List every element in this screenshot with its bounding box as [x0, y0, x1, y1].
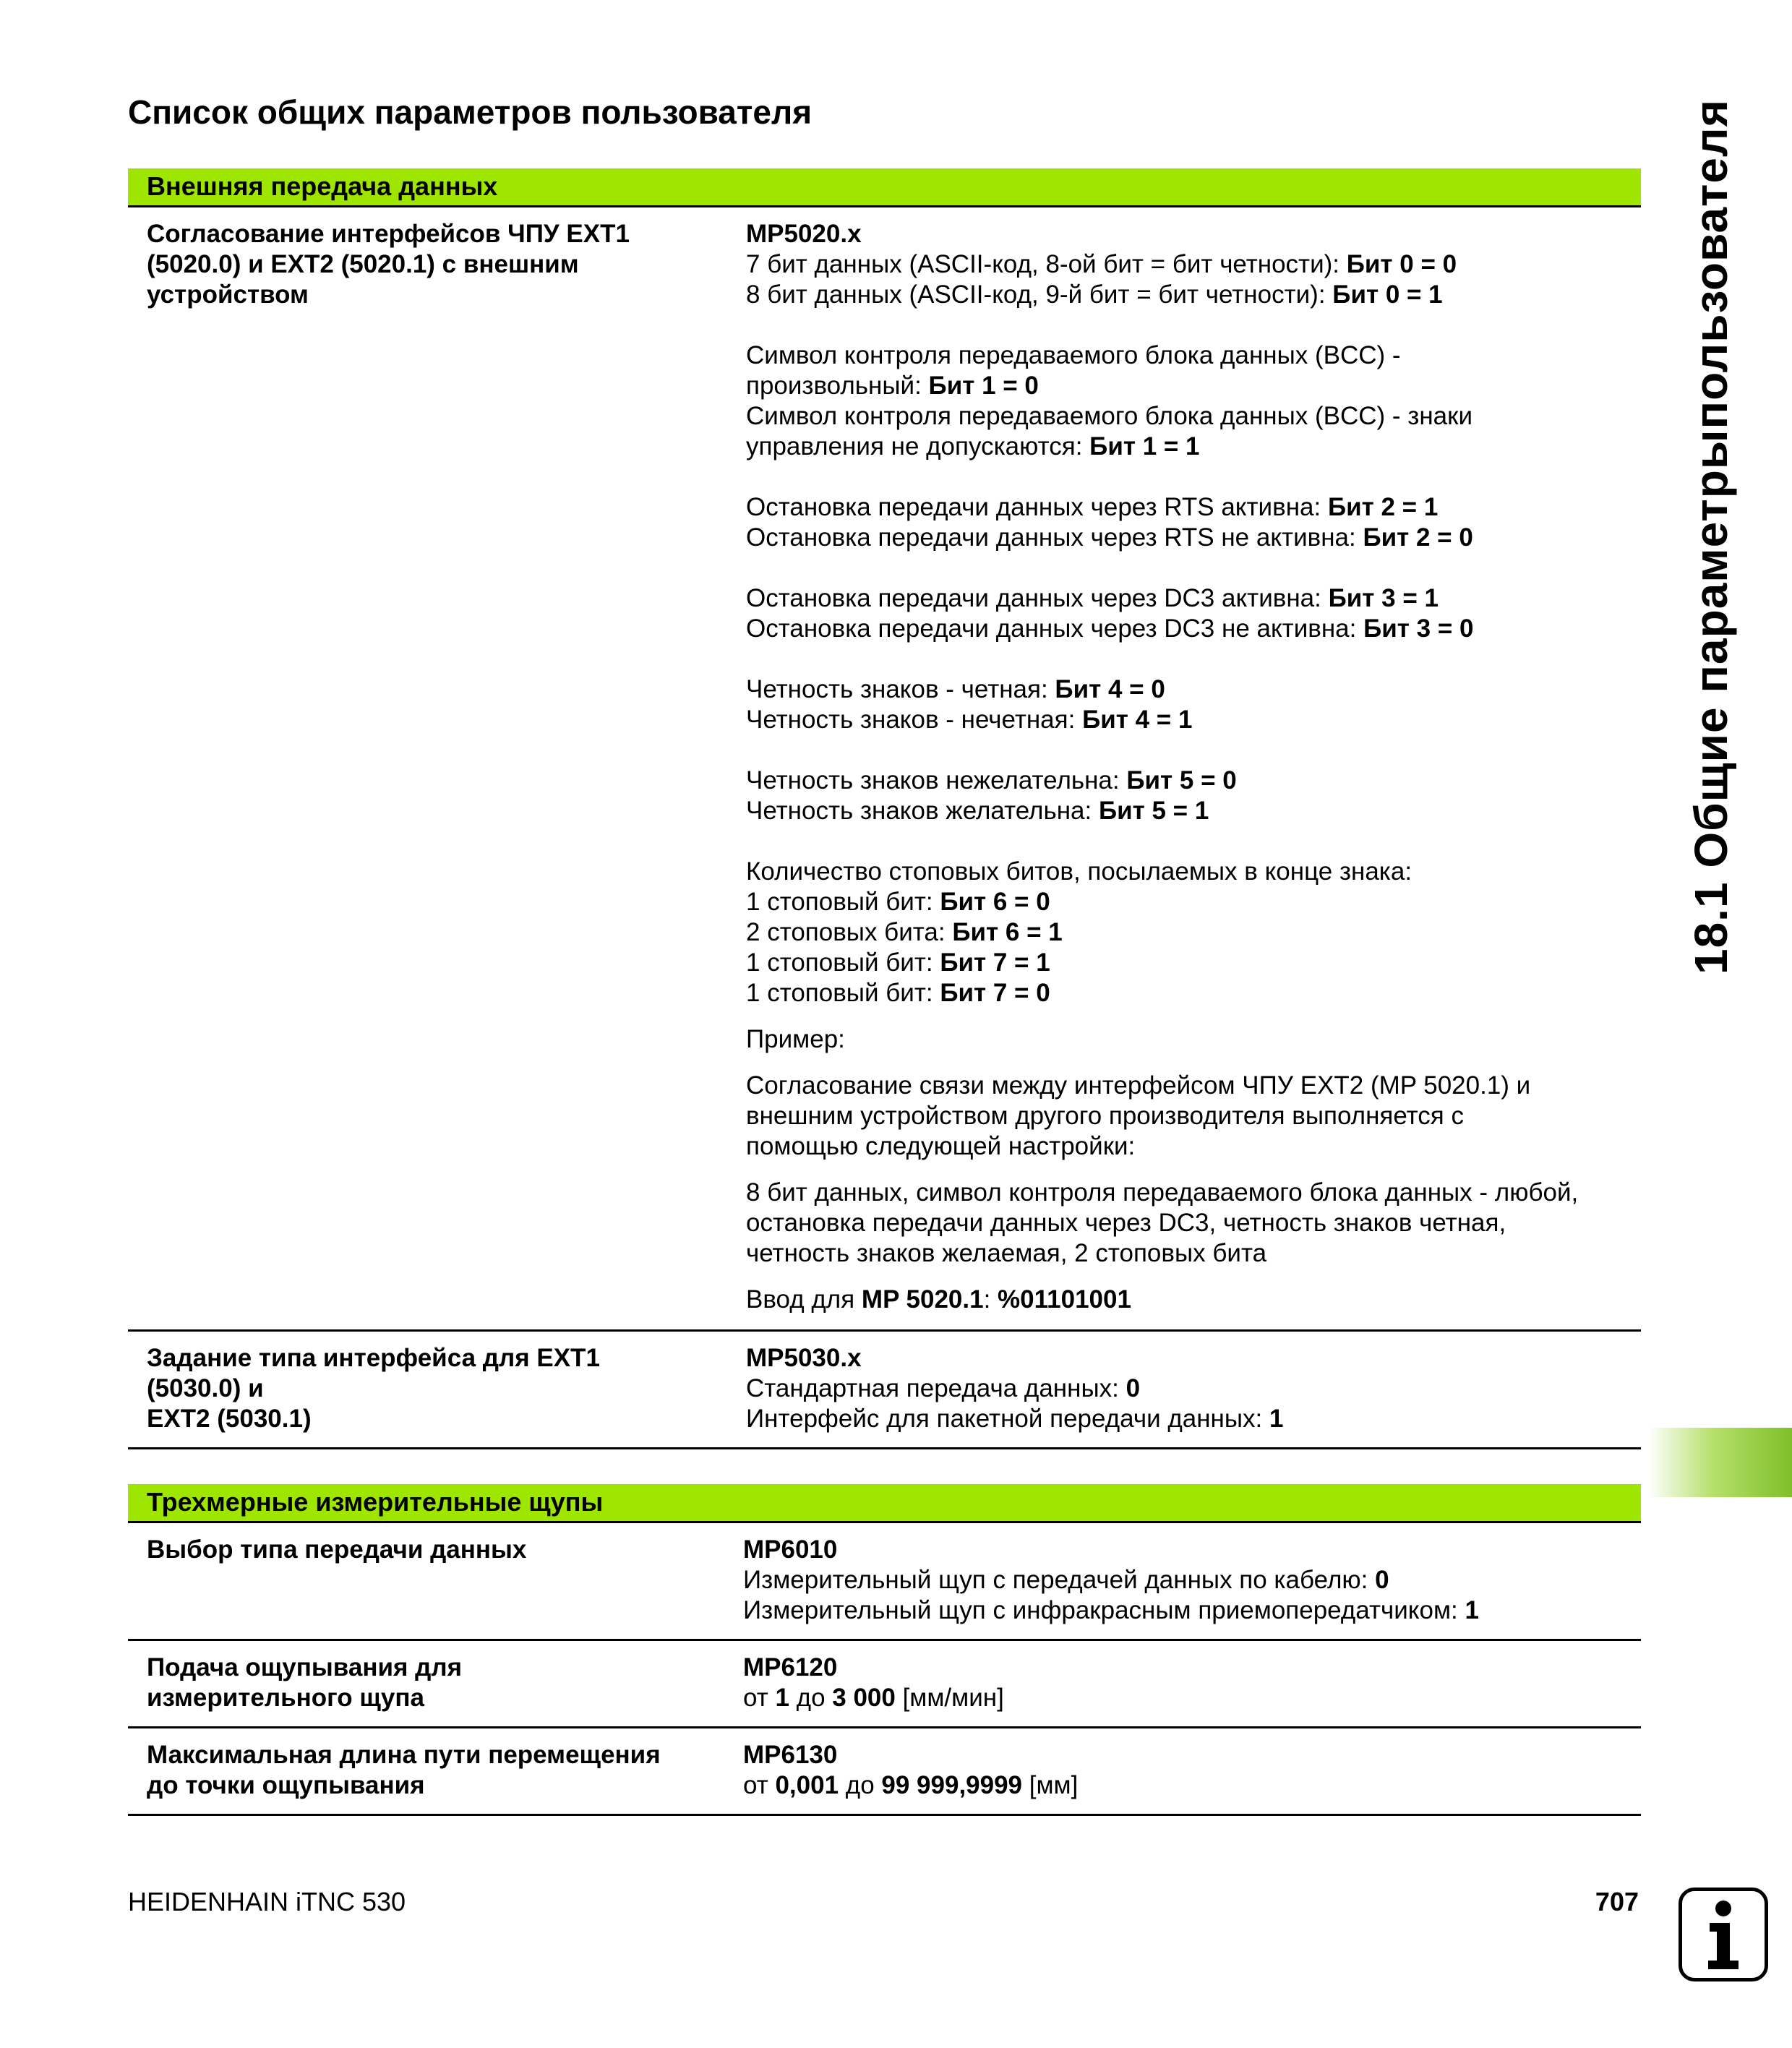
option-line: Интерфейс для пакетной передачи данных: 1: [746, 1405, 1284, 1433]
label-line: Согласование интерфейсов ЧПУ EXT1: [147, 220, 630, 248]
option-line: 2 стоповых бита: Бит 6 = 1: [746, 918, 1063, 946]
param-description: [743, 1535, 1632, 1626]
param-row-mp6010: [128, 1523, 1641, 1641]
chapter-tab-title: 18.1 Общие параметрыпользователя: [1685, 99, 1737, 974]
label-line: (5030.0) и: [147, 1374, 264, 1402]
section-header: Трехмерные измерительные щупы: [128, 1484, 1641, 1523]
param-description: [746, 219, 1635, 1315]
option-line: Символ контроля передаваемого блока данных (BCC) -: [746, 341, 1401, 369]
section-3d-touch-probes: [128, 1484, 1641, 1816]
option-line: Четность знаков нежелательна: Бит 5 = 0: [746, 766, 1237, 794]
label-line: Подача ощупывания для: [147, 1653, 462, 1681]
option-line: Остановка передачи данных через DC3 активна: Бит 3 = 1: [746, 584, 1439, 612]
example-text-line: внешним устройством другого производителя выполняется с: [746, 1102, 1464, 1130]
param-id: MP6130: [743, 1741, 838, 1769]
label-line: Задание типа интерфейса для EXT1: [147, 1344, 600, 1372]
param-id: MP5030.x: [746, 1344, 862, 1372]
option-line: 8 бит данных (ASCII-код, 9-й бит = бит четности): Бит 0 = 1: [746, 280, 1443, 309]
label-line: (5020.0) и EXT2 (5020.1) с внешним: [147, 250, 579, 278]
label-line: до точки ощупывания: [147, 1771, 425, 1799]
option-line: Количество стоповых битов, посылаемых в конце знака:: [746, 857, 1412, 886]
option-line: Четность знаков - четная: Бит 4 = 0: [746, 675, 1165, 703]
example-settings-line: 8 бит данных, символ контроля передаваемого блока данных - любой,: [746, 1178, 1579, 1207]
option-line: Остановка передачи данных через DC3 не активна: Бит 3 = 0: [746, 614, 1474, 643]
example-settings-line: остановка передачи данных через DC3, четность знаков четная,: [746, 1209, 1506, 1237]
param-description: [743, 1653, 1632, 1713]
label-line: измерительного щупа: [147, 1684, 424, 1712]
param-description: [743, 1740, 1632, 1801]
param-label: [147, 219, 747, 310]
param-row-mp5030: [128, 1332, 1641, 1449]
option-line: Измерительный щуп с передачей данных по кабелю: 0: [743, 1566, 1389, 1594]
option-line: управления не допускаются: Бит 1 = 1: [746, 432, 1200, 460]
footer-product-name: HEIDENHAIN iTNC 530: [128, 1887, 406, 1916]
page-title: Список общих параметров пользователя: [128, 93, 813, 131]
param-id: MP6120: [743, 1653, 838, 1681]
option-line: 1 стоповый бит: Бит 7 = 0: [746, 979, 1050, 1007]
chapter-tab-marker: [1648, 1428, 1792, 1497]
option-line: Стандартная передача данных: 0: [746, 1374, 1141, 1402]
param-id: MP5020.x: [746, 220, 862, 248]
page-number: 707: [1595, 1887, 1639, 1916]
option-line: Остановка передачи данных через RTS активна: Бит 2 = 1: [746, 493, 1439, 521]
info-icon: [1679, 1888, 1768, 1981]
param-label: [147, 1343, 747, 1434]
example-text-line: помощью следующей настройки:: [746, 1132, 1136, 1160]
option-line: 1 стоповый бит: Бит 6 = 0: [746, 888, 1050, 916]
param-row-mp5020: [128, 207, 1641, 1332]
option-line: Символ контроля передаваемого блока данных (BCC) - знаки: [746, 402, 1473, 430]
option-line: произвольный: Бит 1 = 0: [746, 372, 1039, 400]
param-row-mp6120: [128, 1641, 1641, 1728]
option-line: 7 бит данных (ASCII-код, 8-ой бит = бит четности): Бит 0 = 0: [746, 250, 1457, 278]
param-label: [147, 1740, 747, 1801]
option-line: 1 стоповый бит: Бит 7 = 1: [746, 948, 1050, 977]
example-text-line: Согласование связи между интерфейсом ЧПУ EXT2 (MP 5020.1) и: [746, 1071, 1531, 1100]
param-row-mp6130: [128, 1728, 1641, 1816]
example-input-line: Ввод для MP 5020.1: %01101001: [746, 1285, 1131, 1314]
label-line: устройством: [147, 280, 309, 309]
param-range: от 0,001 до 99 999,9999 [мм]: [743, 1771, 1079, 1799]
example-label: Пример:: [746, 1025, 845, 1053]
param-range: от 1 до 3 000 [мм/мин]: [743, 1684, 1004, 1712]
label-line: Выбор типа передачи данных: [147, 1535, 527, 1564]
section-header: Внешняя передача данных: [128, 168, 1641, 207]
label-line: EXT2 (5030.1): [147, 1405, 312, 1433]
param-label: [147, 1535, 747, 1565]
example-settings-line: четность знаков желаемая, 2 стоповых бита: [746, 1239, 1267, 1267]
param-id: MP6010: [743, 1535, 838, 1564]
option-line: Остановка передачи данных через RTS не активна: Бит 2 = 0: [746, 523, 1473, 552]
param-description: [746, 1343, 1635, 1434]
option-line: Четность знаков - нечетная: Бит 4 = 1: [746, 706, 1193, 734]
param-label: [147, 1653, 747, 1713]
option-line: Четность знаков желательна: Бит 5 = 1: [746, 797, 1209, 825]
section-external-data-transfer: [128, 168, 1641, 1449]
option-line: Измерительный щуп с инфракрасным приемопередатчиком: 1: [743, 1596, 1479, 1624]
label-line: Максимальная длина пути перемещения: [147, 1741, 661, 1769]
